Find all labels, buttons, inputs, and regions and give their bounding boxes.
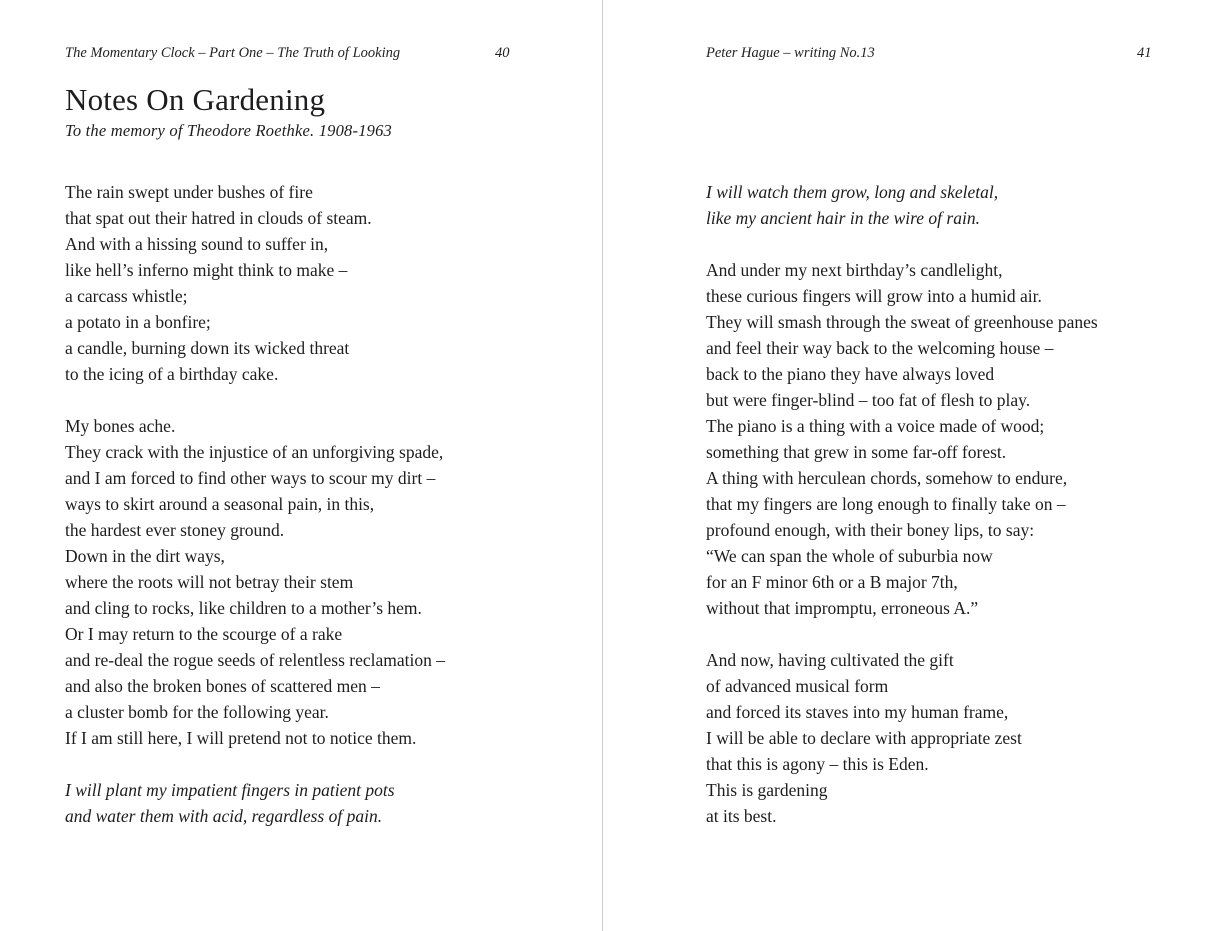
poem-line: that this is agony – this is Eden.	[706, 754, 929, 774]
stanza	[706, 257, 1098, 621]
poem-line: They crack with the injustice of an unforgiving spade,	[65, 442, 444, 462]
left-stanzas	[65, 179, 445, 855]
poem-line: ways to skirt around a seasonal pain, in this,	[65, 494, 375, 514]
poem-line: at its best.	[706, 806, 777, 826]
poem-line: and cling to rocks, like children to a mother’s hem.	[65, 598, 422, 618]
poem-line: If I am still here, I will pretend not to notice them.	[65, 728, 417, 748]
left-page	[65, 0, 525, 931]
poem-line: A thing with herculean chords, somehow to endure,	[706, 468, 1068, 488]
right-running-head	[706, 45, 1166, 65]
poem-title: Notes On Gardening	[65, 82, 326, 117]
poem-line: profound enough, with their boney lips, to say:	[706, 520, 1035, 540]
poem-line: And now, having cultivated the gift	[706, 650, 954, 670]
poem-line: for an F minor 6th or a B major 7th,	[706, 572, 958, 592]
right-page-number: 41	[1137, 45, 1152, 61]
poem-line: and also the broken bones of scattered men –	[65, 676, 380, 696]
poem-line: a potato in a bonfire;	[65, 312, 211, 332]
poem-line: where the roots will not betray their stem	[65, 572, 354, 592]
poem-line: and water them with acid, regardless of pain.	[65, 806, 383, 826]
poem-line: that my fingers are long enough to finally take on –	[706, 494, 1066, 514]
poem-line: and I am forced to find other ways to scour my dirt –	[65, 468, 436, 488]
poem-line: back to the piano they have always loved	[706, 364, 995, 384]
poem-line: of advanced musical form	[706, 676, 889, 696]
right-running-title: Peter Hague – writing No.13	[706, 45, 875, 61]
poem-line: like my ancient hair in the wire of rain.	[706, 208, 980, 228]
poem-line: Or I may return to the scourge of a rake	[65, 624, 343, 644]
poem-line: I will be able to declare with appropriate zest	[706, 728, 1022, 748]
stanza	[706, 647, 1098, 829]
poem-line: a carcass whistle;	[65, 286, 188, 306]
poem-line: My bones ache.	[65, 416, 176, 436]
poem-line: a cluster bomb for the following year.	[65, 702, 329, 722]
poem-line: that spat out their hatred in clouds of steam.	[65, 208, 372, 228]
poem-line: And with a hissing sound to suffer in,	[65, 234, 329, 254]
poem-line: The piano is a thing with a voice made of wood;	[706, 416, 1045, 436]
poem-line: without that impromptu, erroneous A.”	[706, 598, 979, 618]
poem-line: The rain swept under bushes of fire	[65, 182, 313, 202]
poem-line: like hell’s inferno might think to make –	[65, 260, 348, 280]
right-page	[706, 0, 1166, 931]
poem-line: This is gardening	[706, 780, 828, 800]
left-running-head	[65, 45, 525, 65]
page-gutter-divider	[602, 0, 603, 931]
poem-line: these curious fingers will grow into a humid air.	[706, 286, 1042, 306]
poem-line: I will plant my impatient fingers in patient pots	[65, 780, 395, 800]
stanza	[65, 777, 445, 829]
poem-line: a candle, burning down its wicked threat	[65, 338, 350, 358]
poem-line: And under my next birthday’s candlelight,	[706, 260, 1003, 280]
poem-line: I will watch them grow, long and skeletal,	[706, 182, 999, 202]
poem-line: and forced its staves into my human frame,	[706, 702, 1009, 722]
poem-line: to the icing of a birthday cake.	[65, 364, 279, 384]
stanza	[65, 179, 445, 387]
poem-line: but were finger-blind – too fat of flesh to play.	[706, 390, 1031, 410]
poem-line: something that grew in some far-off forest.	[706, 442, 1007, 462]
poem-line: They will smash through the sweat of greenhouse panes	[706, 312, 1098, 332]
poem-line: and feel their way back to the welcoming house –	[706, 338, 1054, 358]
poem-dedication: To the memory of Theodore Roethke. 1908-1963	[65, 121, 392, 140]
poem-line: the hardest ever stoney ground.	[65, 520, 285, 540]
right-stanzas	[706, 179, 1098, 855]
poem-line: and re-deal the rogue seeds of relentless reclamation –	[65, 650, 445, 670]
stanza	[65, 413, 445, 751]
left-page-number: 40	[495, 45, 510, 61]
left-running-title: The Momentary Clock – Part One – The Truth of Looking	[65, 45, 401, 61]
stanza	[706, 179, 1098, 231]
poem-line: Down in the dirt ways,	[65, 546, 225, 566]
poem-line: “We can span the whole of suburbia now	[706, 546, 993, 566]
